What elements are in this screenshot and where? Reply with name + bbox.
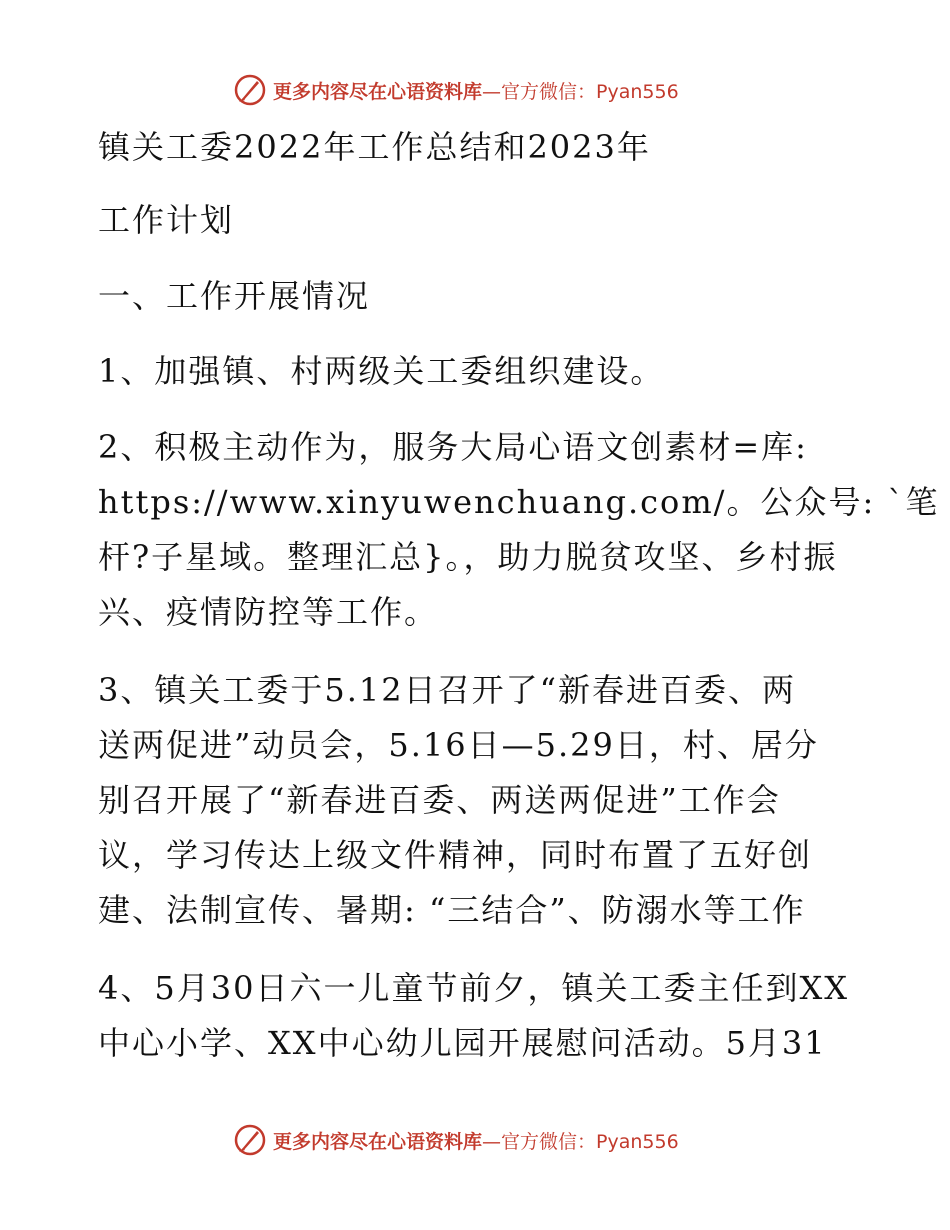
- list-item-4-line: 4、5月30日六一儿童节前夕，镇关工委主任到XX: [98, 969, 850, 1007]
- watermark-wechat: —官方微信：Pyan556: [482, 80, 679, 103]
- list-item-2-line: 兴、疫情防控等工作。: [98, 593, 439, 631]
- quill-pen-logo-icon: [233, 73, 267, 107]
- document-title-line2: 工作计划: [98, 201, 235, 239]
- list-item-3-line: 3、镇关工委于5.12日召开了“新春进百委、两: [98, 671, 796, 709]
- list-item-1: 1、加强镇、村两级关工委组织建设。: [98, 352, 665, 390]
- document-title-line1: 镇关工委2022年工作总结和2023年: [98, 128, 651, 166]
- list-item-3-line: 议，学习传达上级文件精神，同时布置了五好创: [98, 836, 813, 874]
- list-item-2-line: 2、积极主动作为，服务大局心语文创素材=库:: [98, 428, 808, 466]
- section-heading: 一、工作开展情况: [98, 277, 371, 315]
- watermark-text: 更多内容尽在心语资料库: [273, 1130, 483, 1153]
- list-item-4-line: 中心小学、XX中心幼儿园开展慰问活动。5月31: [98, 1024, 827, 1062]
- list-item-3-line: 别召开展了“新春进百委、两送两促进”工作会: [98, 781, 781, 819]
- watermark-text: 更多内容尽在心语资料库: [273, 80, 483, 103]
- watermark-wechat: —官方微信：Pyan556: [482, 1130, 679, 1153]
- list-item-2-line: https://www.xinyuwenchuang.com/。公众号: `笔: [98, 483, 940, 521]
- quill-pen-logo-icon: [233, 1123, 267, 1157]
- list-item-2-line: 杆?子星域。整理汇总}。，助力脱贫攻坚、乡村振: [98, 538, 838, 576]
- list-item-3-line: 送两促进”动员会，5.16日—5.29日，村、居分: [98, 726, 819, 764]
- footer-watermark: [233, 1123, 679, 1157]
- header-watermark: [233, 73, 679, 107]
- list-item-3-line: 建、法制宣传、暑期: “三结合”、防溺水等工作: [98, 891, 806, 929]
